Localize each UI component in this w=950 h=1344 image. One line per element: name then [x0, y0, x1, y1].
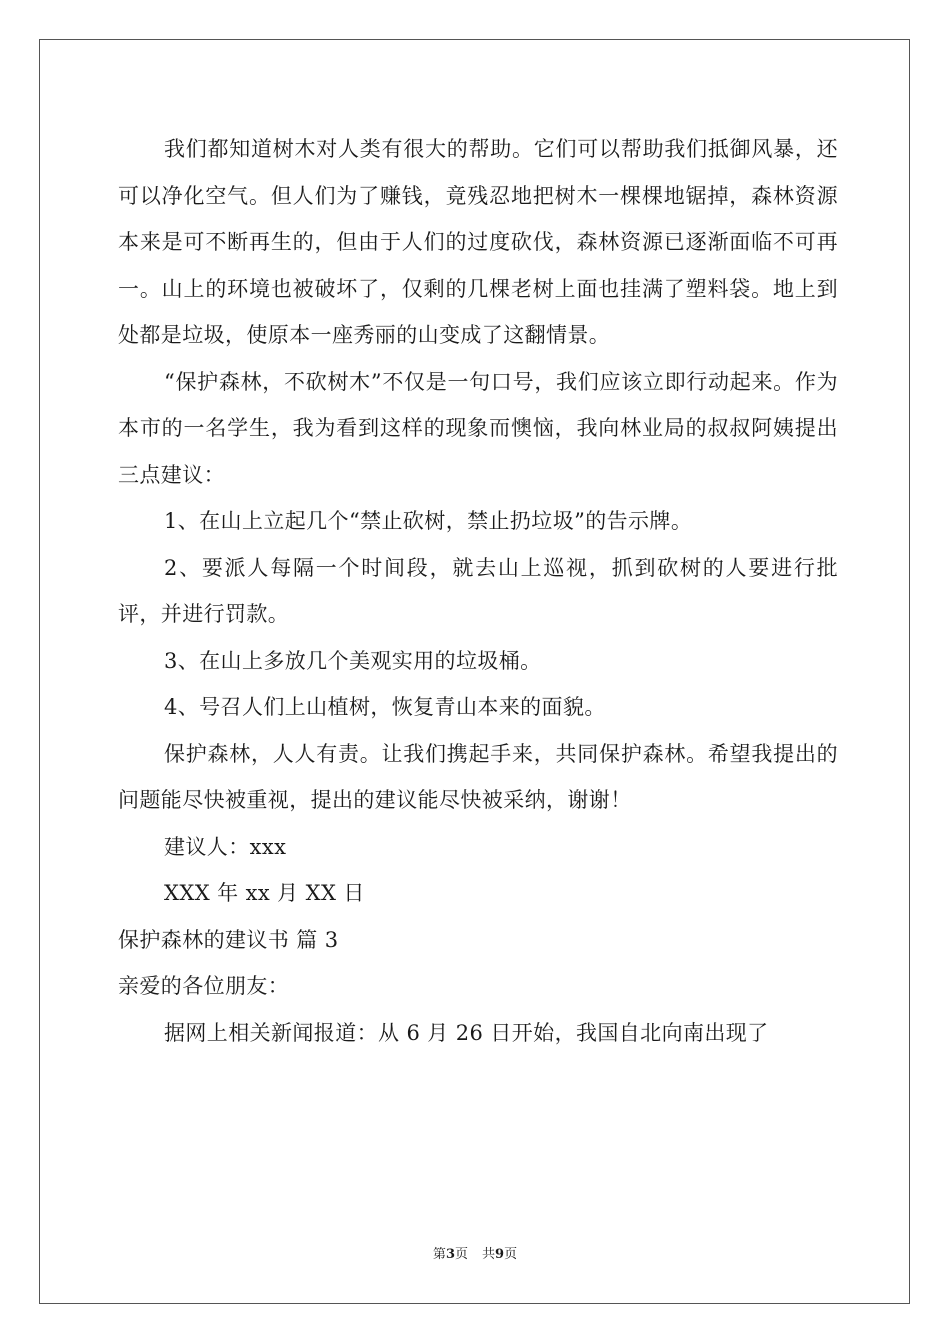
suggestion-2: 2、要派人每隔一个时间段，就去山上巡视，抓到砍树的人要进行批评，并进行罚款。	[118, 555, 838, 626]
suggestion-3: 3、在山上多放几个美观实用的垃圾桶。	[164, 648, 542, 673]
paragraph-trees-help: 我们都知道树木对人类有很大的帮助。它们可以帮助我们抵御风暴，还可以净化空气。但人们为了赚钱，竟残忍地把树木一棵棵地锯掉，森林资源本来是可不断再生的，但由于人们的过度砍伐，森林资源已逐渐面临不可再一。山上的环境也被破坏了，仅剩的几棵老树上面也挂满了塑料袋。地上到处都是垃圾，使原本一座秀丽的山变成了这翻情景。	[118, 137, 838, 347]
page-footer	[0, 1246, 950, 1264]
total-suffix: 页	[504, 1247, 518, 1262]
suggestion-4: 4、号召人们上山植树，恢复青山本来的面貌。	[164, 695, 606, 719]
paragraph-conclusion: 保护森林，人人有责。让我们携起手来，共同保护森林。希望我提出的问题能尽快被重视，提出的建议能尽快被采纳，谢谢！	[118, 741, 838, 812]
paragraph-slogan: “保护森林，不砍树木”不仅是一句口号，我们应该立即行动起来。作为本市的一名学生，我为看到这样的现象而懊恼，我向林业局的叔叔阿姨提出三点建议：	[118, 369, 838, 487]
document-body	[118, 126, 838, 1056]
section-title: 保护森林的建议书 篇 3	[118, 927, 339, 952]
total-pages: 9	[495, 1247, 505, 1262]
signature-line: 建议人：xxx	[164, 834, 287, 859]
total-prefix: 共	[482, 1247, 496, 1262]
salutation: 亲爱的各位朋友：	[118, 974, 290, 998]
page-number: 3	[445, 1247, 455, 1262]
suggestion-1: 1、在山上立起几个“禁止砍树，禁止扔垃圾”的告示牌。	[164, 509, 693, 533]
date-line: XXX 年 xx 月 XX 日	[164, 881, 365, 905]
page-suffix: 页	[454, 1247, 468, 1262]
page-prefix: 第	[432, 1247, 446, 1262]
paragraph-news: 据网上相关新闻报道：从 6 月 26 日开始，我国自北向南出现了	[164, 1020, 769, 1045]
